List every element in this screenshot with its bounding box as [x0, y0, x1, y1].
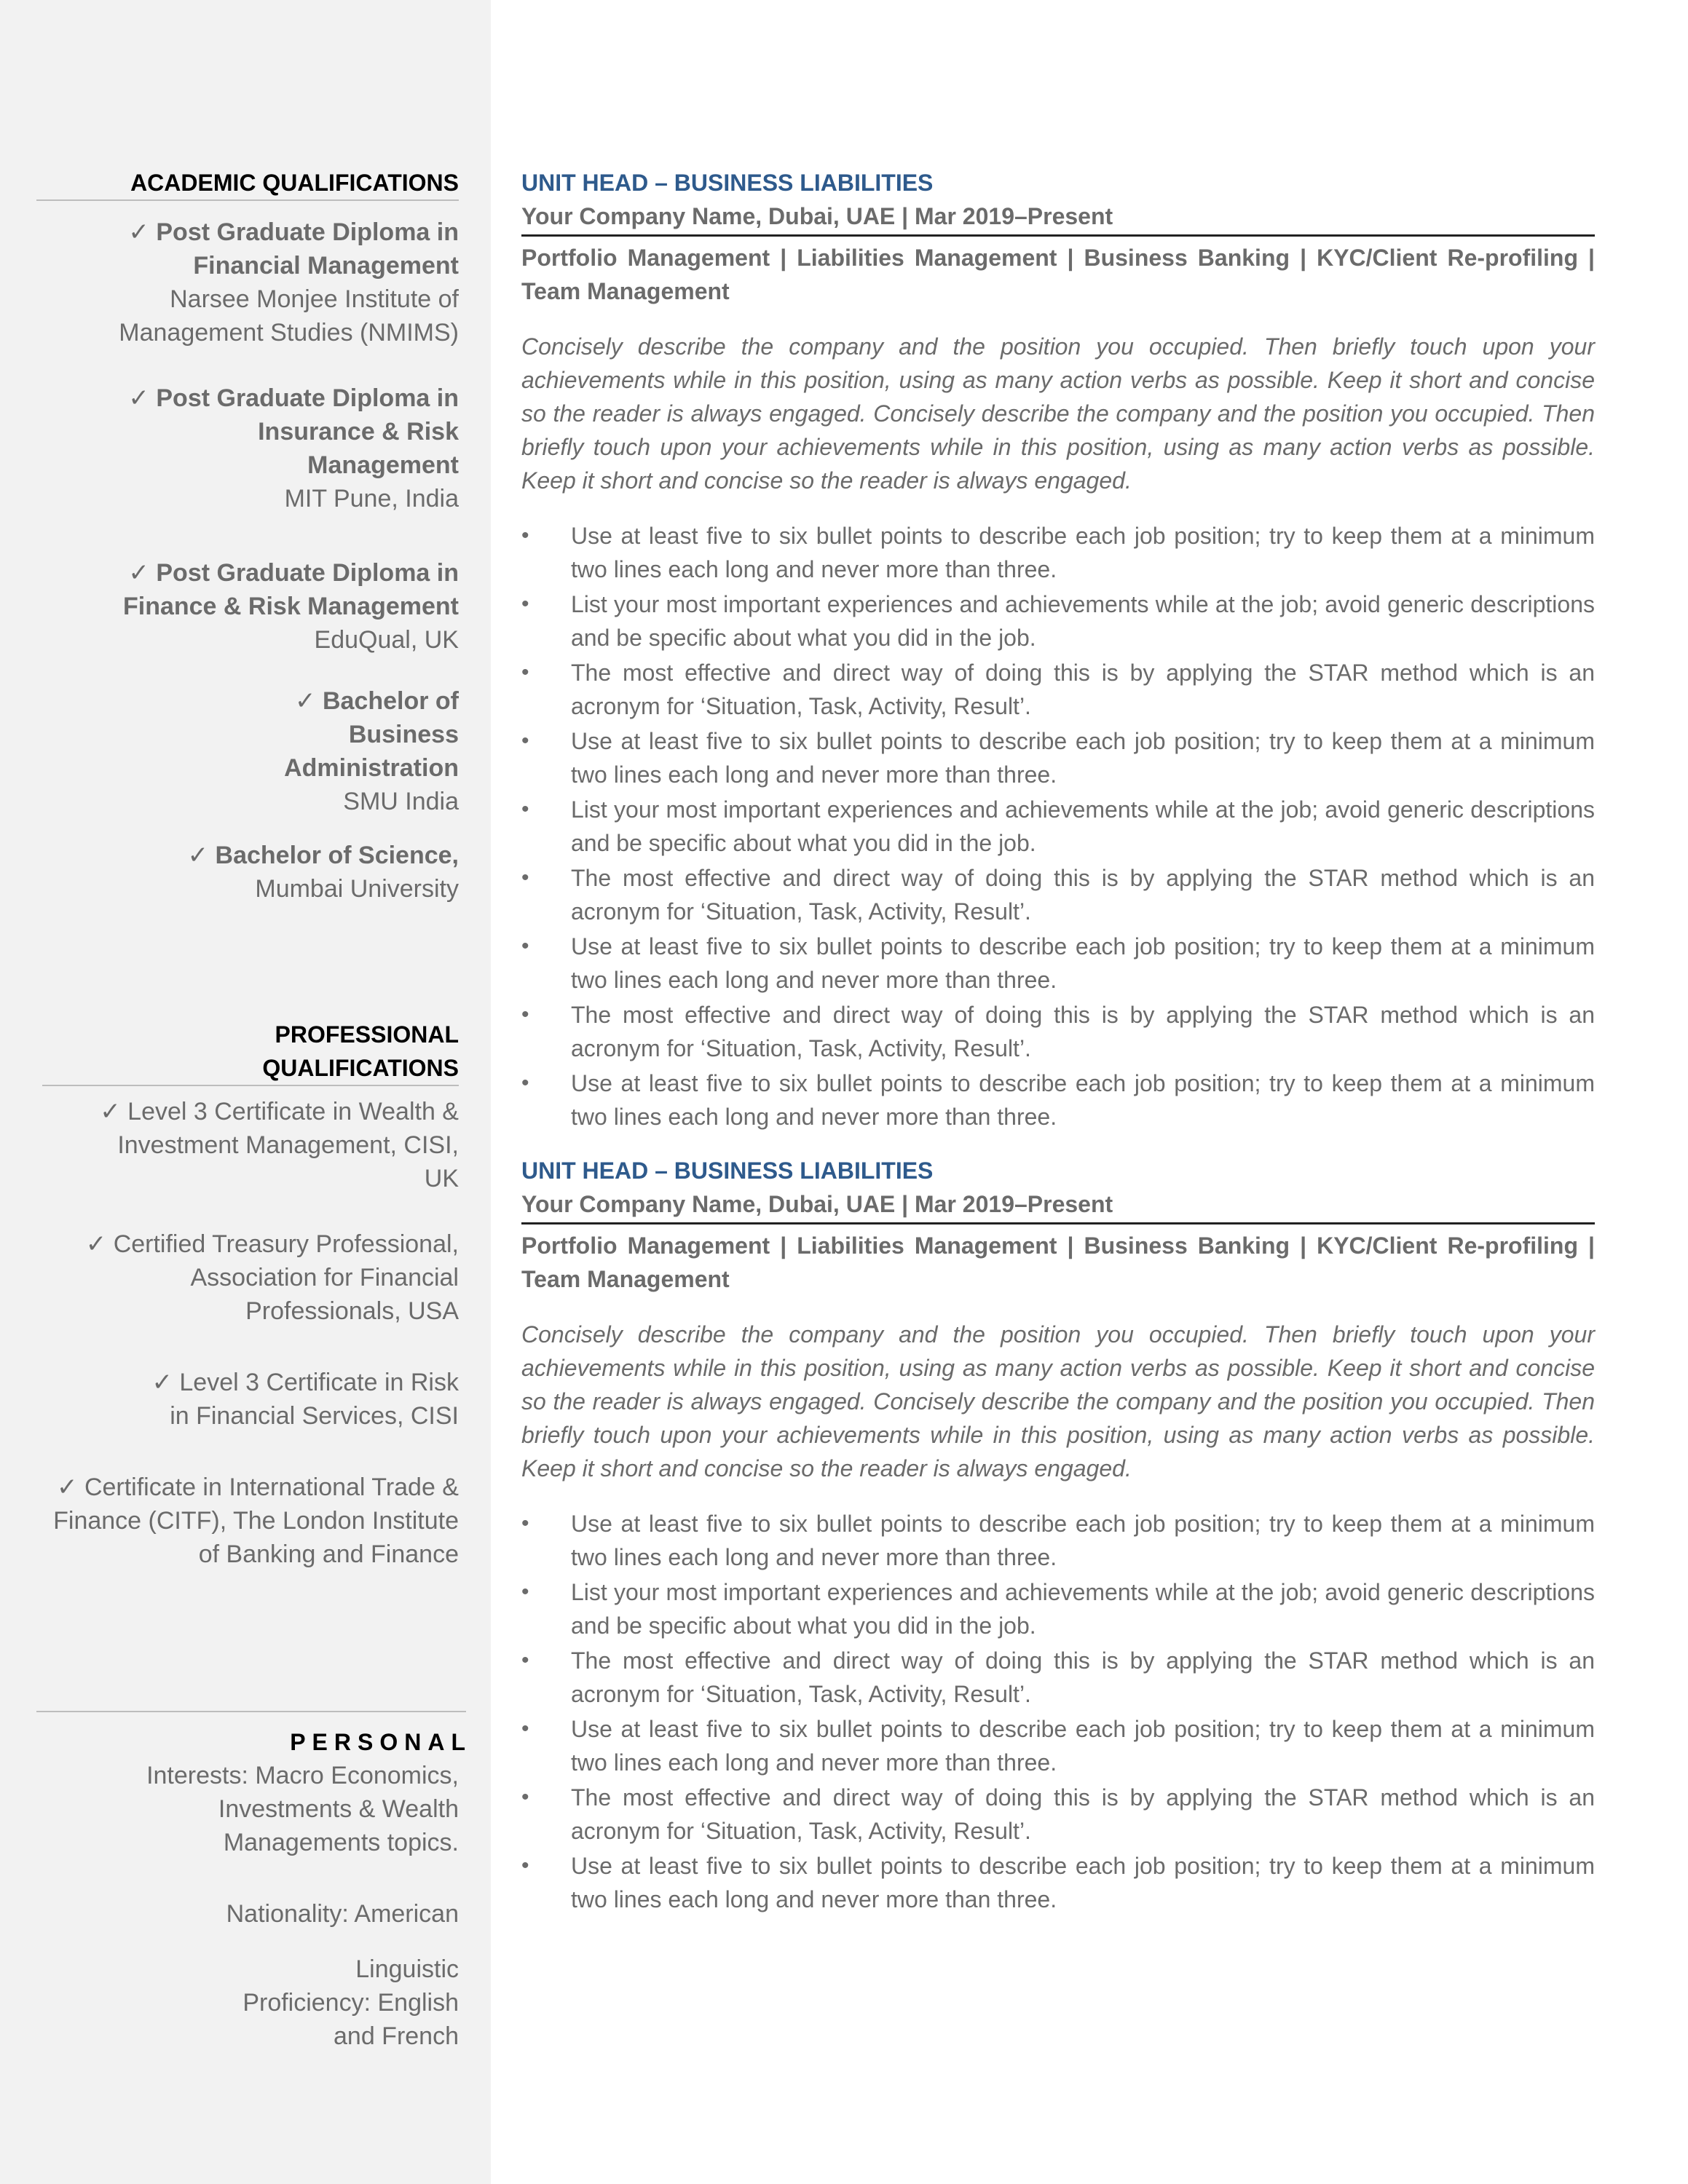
bullet-icon: •: [521, 934, 529, 958]
bullet-icon: •: [521, 1002, 529, 1026]
professional-item: [36, 1366, 459, 1433]
list-item: • Use at least five to six bullet points to describe each job position; try to keep them at a minimum two lines each long and never more than three.: [521, 1712, 1595, 1779]
academic-detail: EduQual, UK: [314, 626, 459, 654]
job-title: UNIT HEAD – BUSINESS LIABILITIES: [521, 170, 934, 196]
personal-heading: PERSONAL: [290, 1729, 472, 1755]
academic-title: Bachelor of Science,: [215, 842, 459, 869]
bullet-icon: •: [521, 660, 529, 684]
job-company: Your Company Name, Dubai, UAE | Mar 2019–Present: [521, 1191, 1113, 1217]
list-item: • The most effective and direct way of doing this is by applying the STAR method which is an acronym for ‘Situation, Task, Activity, Result’.: [521, 861, 1595, 928]
list-item: • List your most important experiences and achievements while at the job; avoid generic descriptions and be specific about what you did in the job.: [521, 793, 1595, 860]
check-icon: ✓: [295, 687, 316, 715]
professional-text: Certificate in International Trade & Finance (CITF), The London Institute of Banking and Finance: [53, 1473, 459, 1568]
job-title: UNIT HEAD – BUSINESS LIABILITIES: [521, 1158, 934, 1184]
academic-title: Post Graduate Diploma in Insurance & Risk Management: [156, 384, 459, 479]
personal-interests: Interests: Macro Economics, Investments & Wealth Managements topics.: [146, 1762, 459, 1856]
main-content: [521, 166, 1595, 1918]
bullet-icon: •: [521, 866, 529, 890]
list-item: • List your most important experiences and achievements while at the job; avoid generic descriptions and be specific about what you did in the job.: [521, 587, 1595, 654]
bullet-icon: •: [521, 1071, 529, 1095]
professional-text: Level 3 Certificate in Wealth & Investment Management, CISI, UK: [117, 1098, 459, 1192]
academic-title: Post Graduate Diploma in Finance & Risk Management: [122, 559, 459, 620]
professional-text: Level 3 Certificate in Risk in Financial Services, CISI: [170, 1369, 459, 1430]
job-divider: [521, 1222, 1595, 1224]
check-icon: ✓: [85, 1230, 107, 1258]
professional-text: Certified Treasury Professional, Association for Financial Professionals, USA: [113, 1230, 459, 1325]
bullet-icon: •: [521, 1580, 529, 1604]
bullet-icon: •: [521, 1785, 529, 1809]
academic-section: [36, 166, 459, 906]
academic-detail: SMU India: [343, 788, 459, 815]
job-entry: [521, 1154, 1595, 1916]
academic-detail: MIT Pune, India: [284, 485, 459, 513]
check-icon: ✓: [128, 384, 149, 412]
academic-item: [36, 839, 459, 906]
academic-title: Bachelor of Business Administration: [284, 687, 459, 782]
bullet-icon: •: [521, 1648, 529, 1672]
bullet-icon: •: [521, 1853, 529, 1878]
job-summary: Concisely describe the company and the position you occupied. Then briefly touch upon your achievements while in this position, using as many action verbs as possible. Keep it short and concise so the reader is always engaged. Concisely describe the company and the position you occupied. Then briefly touch upon your achievements while in this position, using as many action verbs as possible. Keep it short and concise so the reader is always engaged.: [521, 333, 1595, 494]
academic-item: [36, 684, 459, 818]
check-icon: ✓: [100, 1098, 121, 1125]
professional-divider: [42, 1085, 459, 1086]
professional-item: [36, 1471, 459, 1571]
academic-heading: ACADEMIC QUALIFICATIONS: [130, 170, 459, 196]
list-item: • The most effective and direct way of doing this is by applying the STAR method which is an acronym for ‘Situation, Task, Activity, Result’.: [521, 656, 1595, 723]
check-icon: ✓: [151, 1369, 173, 1396]
academic-detail: Mumbai University: [255, 875, 459, 903]
bullet-icon: •: [521, 1511, 529, 1535]
personal-nationality: Nationality: American: [226, 1900, 459, 1928]
academic-detail: Narsee Monjee Institute of Management Studies (NMIMS): [119, 285, 459, 347]
academic-divider: [36, 199, 459, 201]
check-icon: ✓: [187, 842, 209, 869]
academic-item: [36, 381, 459, 515]
job-skills: Portfolio Management | Liabilities Management | Business Banking | KYC/Client Re-profiling | Team Management: [521, 245, 1595, 304]
personal-languages: Linguistic Proficiency: English and French: [242, 1955, 459, 2050]
list-item: • The most effective and direct way of doing this is by applying the STAR method which is an acronym for ‘Situation, Task, Activity, Result’.: [521, 1644, 1595, 1711]
professional-section: [36, 1018, 459, 1571]
academic-title: Post Graduate Diploma in Financial Management: [156, 218, 459, 280]
check-icon: ✓: [128, 559, 149, 587]
list-item: • The most effective and direct way of doing this is by applying the STAR method which is an acronym for ‘Situation, Task, Activity, Result’.: [521, 998, 1595, 1065]
bullet-icon: •: [521, 729, 529, 753]
job-skills: Portfolio Management | Liabilities Management | Business Banking | KYC/Client Re-profiling | Team Management: [521, 1233, 1595, 1292]
job-divider: [521, 234, 1595, 237]
bullet-icon: •: [521, 592, 529, 616]
bullet-icon: •: [521, 1717, 529, 1741]
sidebar: [0, 0, 491, 2184]
check-icon: ✓: [128, 218, 149, 246]
list-item: • Use at least five to six bullet points to describe each job position; try to keep them at a minimum two lines each long and never more than three.: [521, 1507, 1595, 1574]
list-item: • List your most important experiences and achievements while at the job; avoid generic descriptions and be specific about what you did in the job.: [521, 1575, 1595, 1642]
list-item: • Use at least five to six bullet points to describe each job position; try to keep them at a minimum two lines each long and never more than three.: [521, 1849, 1595, 1916]
list-item: • The most effective and direct way of doing this is by applying the STAR method which is an acronym for ‘Situation, Task, Activity, Result’.: [521, 1781, 1595, 1848]
job-bullets: [521, 519, 1595, 1133]
list-item: • Use at least five to six bullet points to describe each job position; try to keep them at a minimum two lines each long and never more than three.: [521, 519, 1595, 586]
check-icon: ✓: [56, 1473, 78, 1501]
job-company: Your Company Name, Dubai, UAE | Mar 2019–Present: [521, 203, 1113, 229]
personal-section: [36, 1711, 472, 2053]
bullet-icon: •: [521, 797, 529, 821]
job-summary: Concisely describe the company and the position you occupied. Then briefly touch upon your achievements while in this position, using as many action verbs as possible. Keep it short and concise so the reader is always engaged. Concisely describe the company and the position you occupied. Then briefly touch upon your achievements while in this position, using as many action verbs as possible. Keep it short and concise so the reader is always engaged.: [521, 1321, 1595, 1481]
academic-item: [36, 215, 459, 349]
professional-item: [36, 1227, 459, 1328]
bullet-icon: •: [521, 523, 529, 547]
personal-divider: [36, 1711, 466, 1712]
professional-heading: PROFESSIONAL QUALIFICATIONS: [262, 1021, 459, 1081]
professional-item: [36, 1095, 459, 1195]
list-item: • Use at least five to six bullet points to describe each job position; try to keep them at a minimum two lines each long and never more than three.: [521, 930, 1595, 997]
list-item: • Use at least five to six bullet points to describe each job position; try to keep them at a minimum two lines each long and never more than three.: [521, 724, 1595, 791]
job-entry: [521, 166, 1595, 1133]
academic-item: [36, 556, 459, 657]
list-item: • Use at least five to six bullet points to describe each job position; try to keep them at a minimum two lines each long and never more than three.: [521, 1067, 1595, 1133]
job-bullets: [521, 1507, 1595, 1916]
